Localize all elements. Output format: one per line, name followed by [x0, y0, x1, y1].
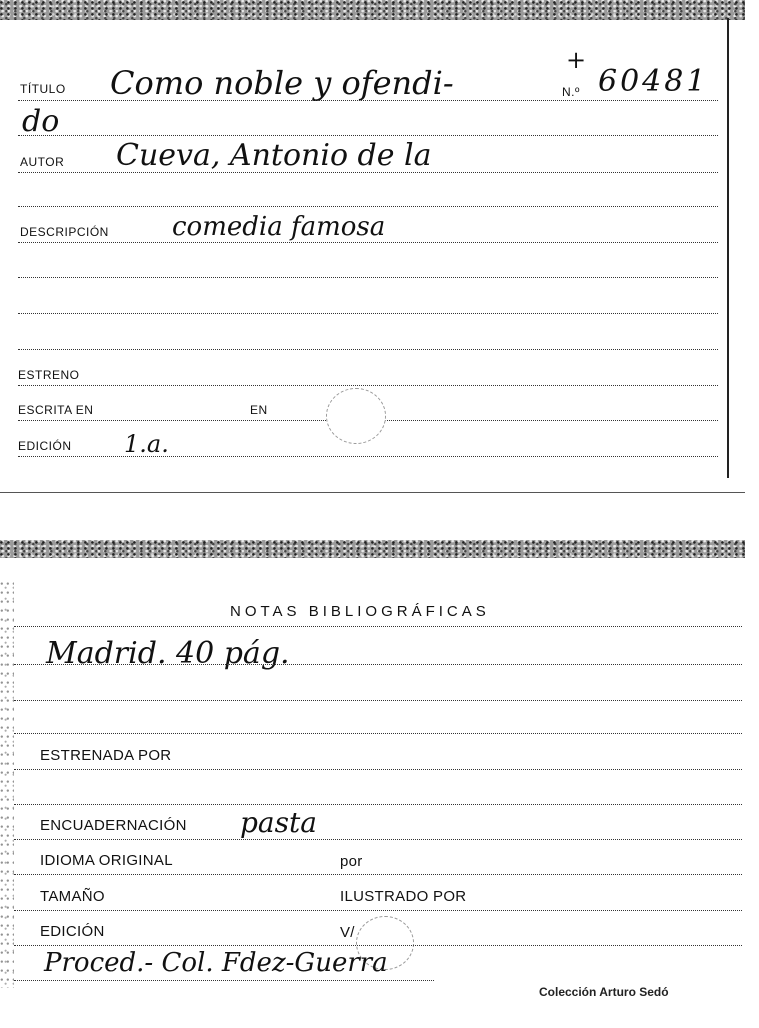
titulo-rule-2: [18, 135, 718, 136]
notes-rule-2: [14, 664, 742, 665]
speckled-top-edge: [0, 540, 745, 558]
tamano-label: TAMAÑO: [40, 888, 105, 905]
edicion-label: EDICIÓN: [18, 439, 72, 453]
autor-label: AUTOR: [20, 155, 65, 169]
speckled-left-edge: [0, 580, 14, 988]
edicion-value: 1.a.: [124, 430, 169, 458]
v-label: V/: [340, 924, 355, 941]
coleccion-imprint: Colección Arturo Sedó: [539, 985, 669, 999]
estreno-label: ESTRENO: [18, 368, 80, 382]
descripcion-rule: [18, 242, 718, 243]
notas-bibliograficas-heading: NOTAS BIBLIOGRÁFICAS: [230, 603, 490, 620]
plus-mark: +: [566, 46, 587, 74]
estrenada-por-label: ESTRENADA POR: [40, 747, 172, 764]
number-label: N.º: [562, 85, 580, 99]
blank-rule-5: [14, 804, 742, 805]
number-value: 60481: [598, 64, 709, 99]
edicion-rule: [18, 456, 718, 457]
back-catalog-card: [0, 540, 745, 1028]
estreno-rule: [18, 385, 718, 386]
descripcion-value: comedia famosa: [172, 212, 386, 242]
titulo-rule: [18, 100, 718, 101]
estrenada-rule: [14, 769, 742, 770]
idioma-rule: [14, 874, 742, 875]
notes-rule-1: [14, 626, 742, 627]
escrita-en-label: ESCRITA EN: [18, 403, 94, 417]
proced-value: Proced.- Col. Fdez-Guerra: [44, 948, 388, 978]
card-right-edge: [727, 18, 729, 478]
front-catalog-card: [0, 0, 745, 492]
idioma-original-label: IDIOMA ORIGINAL: [40, 852, 173, 869]
descripcion-label: DESCRIPCIÓN: [20, 225, 109, 239]
speckled-top-edge: [0, 0, 745, 20]
encuadernacion-label: ENCUADERNACIÓN: [40, 817, 187, 834]
autor-rule: [18, 172, 718, 173]
blank-rule-3: [18, 313, 718, 314]
edicion-rule: [14, 945, 742, 946]
encuadernacion-value: pasta: [240, 806, 317, 839]
en-label: EN: [250, 403, 268, 417]
titulo-value-line1: Como noble y ofendi-: [110, 64, 454, 102]
punch-hole-stamp: [326, 388, 386, 444]
ilustrado-por-label: ILUSTRADO POR: [340, 888, 467, 905]
blank-rule-2: [18, 277, 718, 278]
por-label: por: [340, 853, 363, 870]
encuadernacion-rule: [14, 839, 742, 840]
autor-value: Cueva, Antonio de la: [116, 138, 432, 173]
blank-rule-4: [18, 349, 718, 350]
titulo-label: TÍTULO: [20, 82, 66, 96]
blank-rule-1: [18, 206, 718, 207]
proced-rule: [14, 980, 434, 981]
notes-rule-3: [14, 700, 742, 701]
tamano-rule: [14, 910, 742, 911]
front-card-bottom-edge: [0, 492, 745, 493]
notes-value: Madrid. 40 pág.: [46, 636, 290, 671]
edicion-label: EDICIÓN: [40, 923, 105, 940]
notes-rule-4: [14, 733, 742, 734]
titulo-value-line2: do: [22, 104, 60, 139]
